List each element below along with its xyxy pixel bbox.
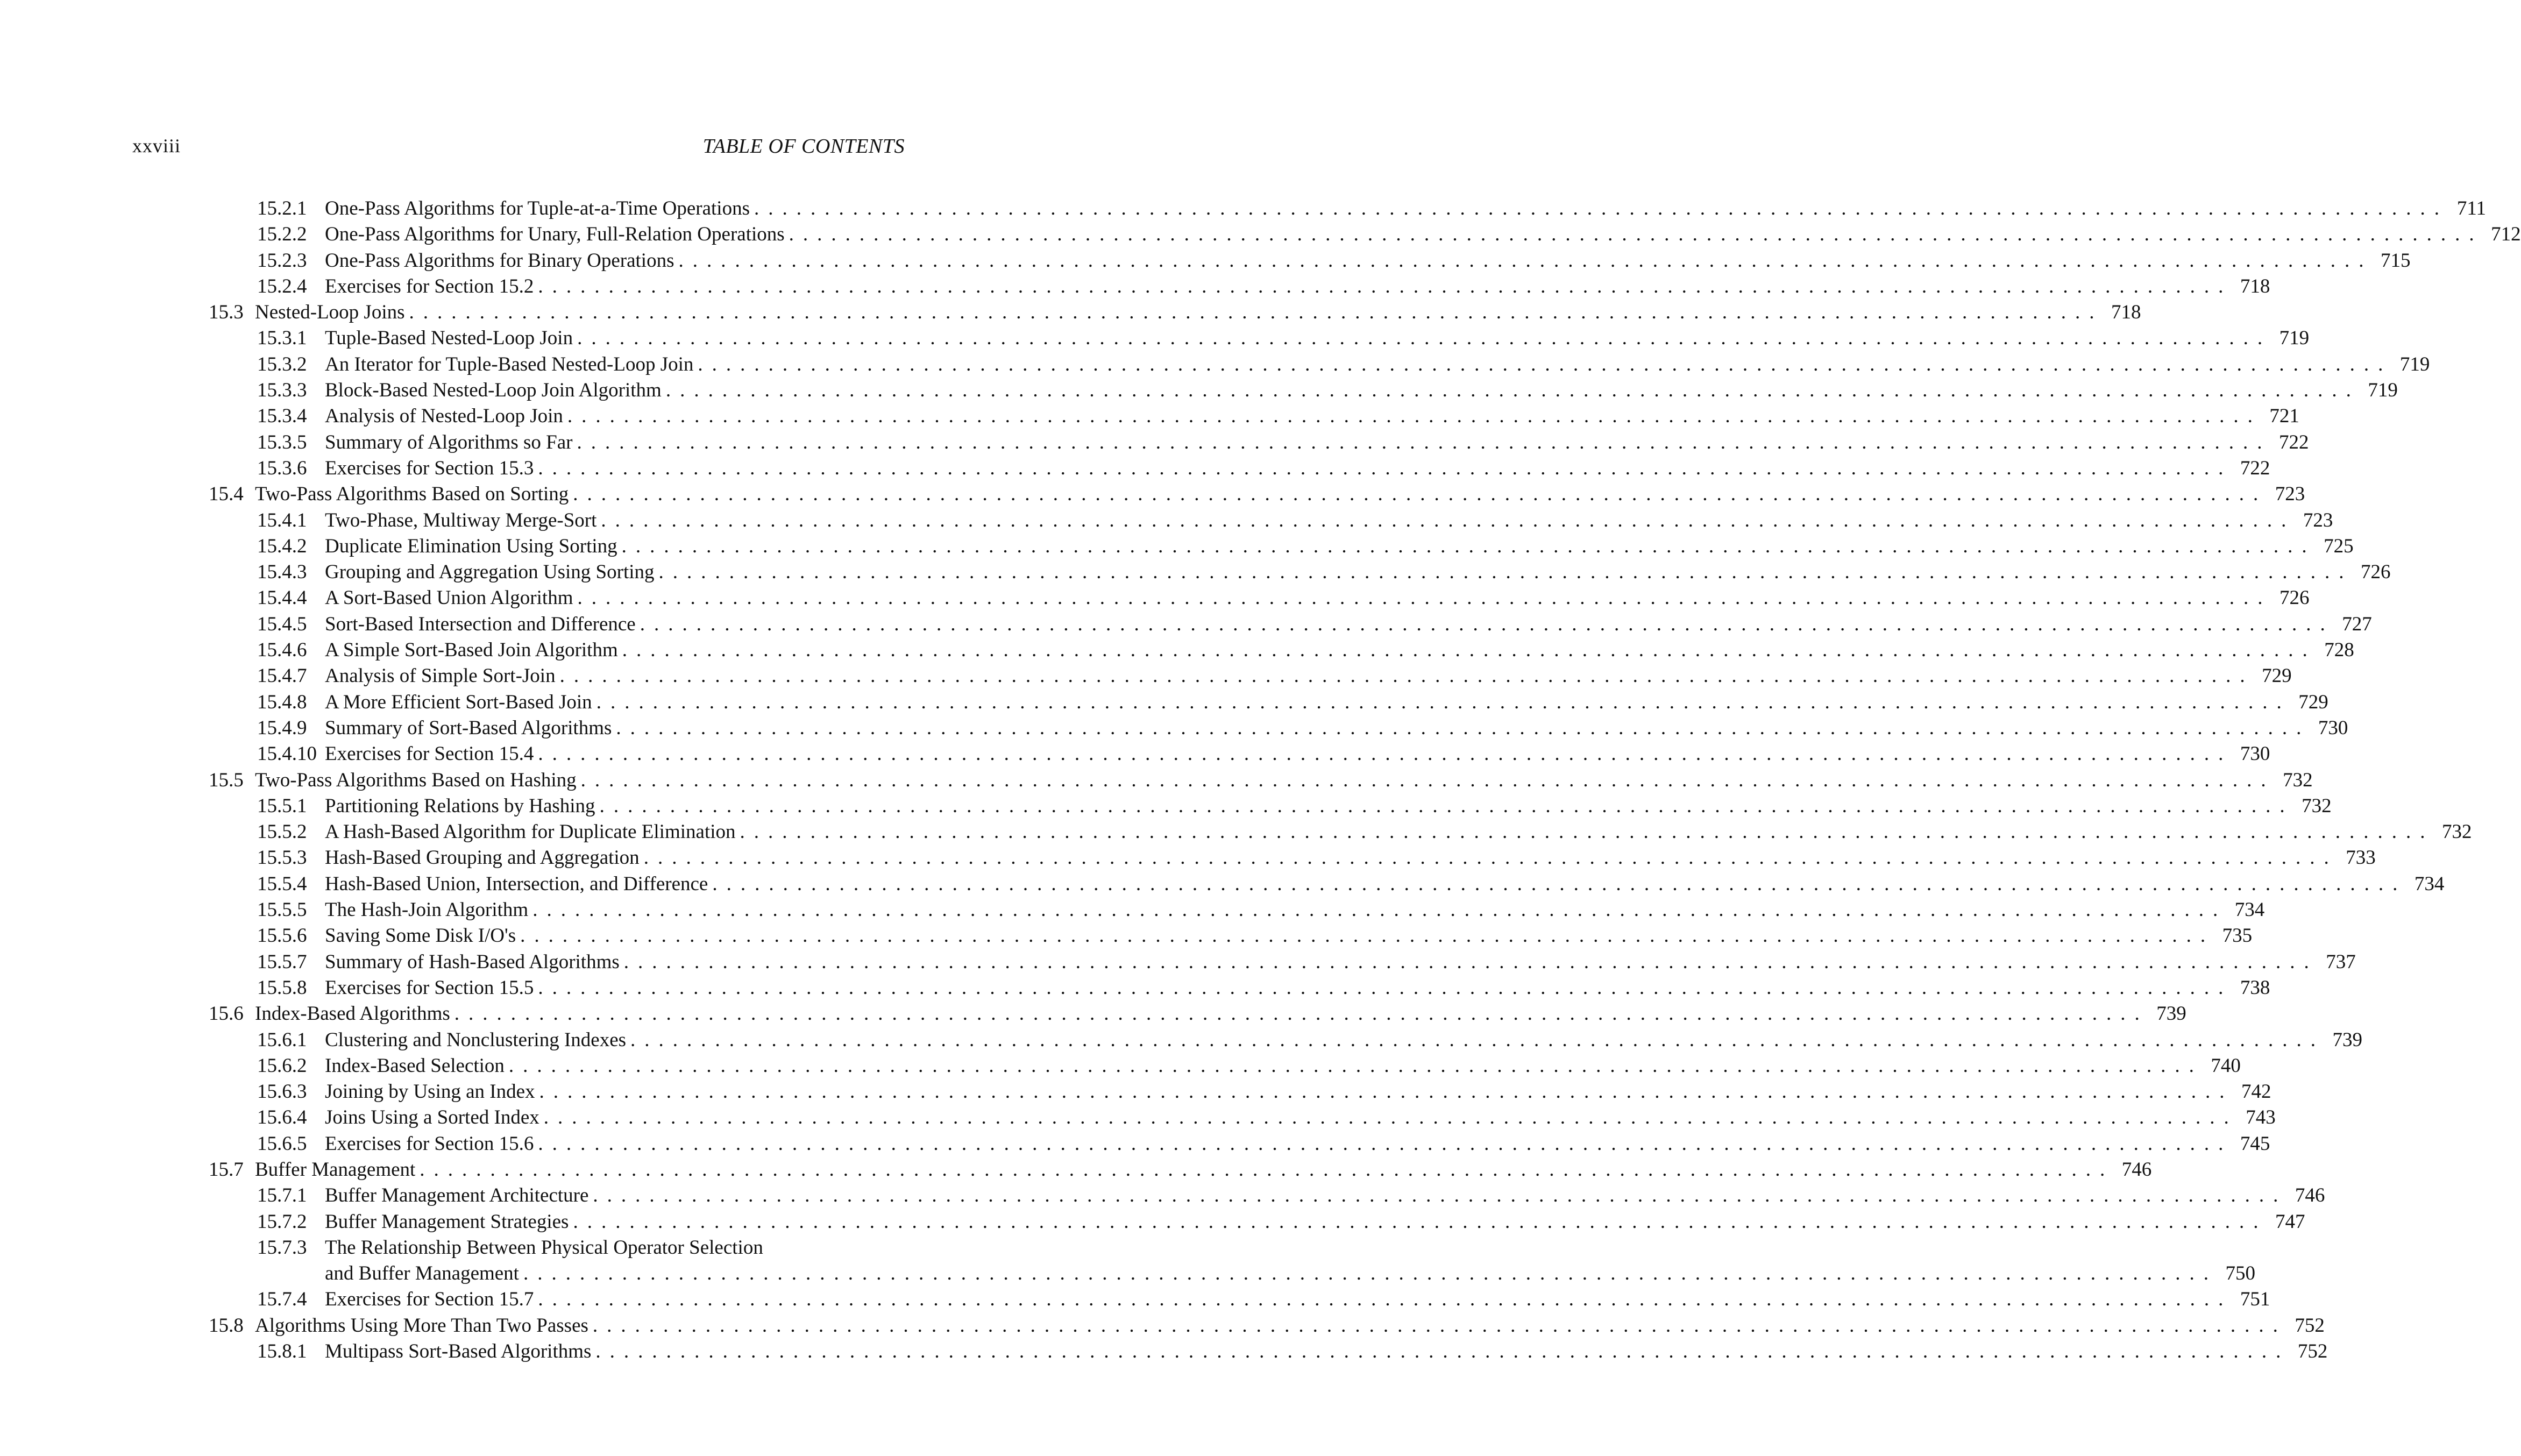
- toc-entry-number: 15.5.3: [257, 847, 307, 869]
- toc-entry-title: An Iterator for Tuple-Based Nested-Loop Join: [325, 352, 698, 378]
- toc-dot-leader: ........................................................................................................................: [573, 1210, 2268, 1233]
- toc-entry-number: 15.4.9: [257, 716, 307, 739]
- toc-subsection-entry: [0, 430, 2309, 456]
- toc-entry-title: A Simple Sort-Based Join Algorithm: [325, 637, 622, 663]
- toc-entry-line: [325, 715, 2348, 741]
- toc-entry-page: 719: [2399, 353, 2430, 375]
- toc-entry-number: 15.4.4: [257, 587, 307, 609]
- toc-entry-title: Saving Some Disk I/O's: [325, 923, 520, 949]
- toc-entry-number: 15.5.6: [257, 925, 307, 947]
- toc-subsection-entry: [0, 585, 2310, 611]
- toc-entry-title: Two-Pass Algorithms Based on Hashing: [255, 768, 581, 793]
- toc-subsection-entry: [0, 612, 2372, 637]
- toc-entry-line: [325, 559, 2391, 585]
- toc-subsection-entry: [0, 456, 2270, 481]
- toc-entry-line: [325, 274, 2270, 300]
- toc-entry-line: [255, 1313, 2325, 1339]
- toc-entry-page: 751: [2240, 1288, 2270, 1311]
- toc-subsection-entry: [0, 1287, 2270, 1312]
- toc-entry-title: Two-Pass Algorithms Based on Sorting: [255, 481, 573, 507]
- toc-entry-number: 15.5.1: [257, 794, 307, 817]
- toc-entry-line: [325, 897, 2265, 923]
- toc-entry-line: [325, 612, 2372, 637]
- toc-entry-title: A Sort-Based Union Algorithm: [325, 585, 577, 611]
- toc-entry-title: Exercises for Section 15.4: [325, 741, 538, 767]
- toc-dot-leader: ........................................................................................................................: [592, 1314, 2287, 1337]
- toc-dot-leader: ........................................................................................................................: [789, 223, 2483, 246]
- toc-entry-page: 740: [2211, 1054, 2241, 1077]
- toc-entry-page: 728: [2324, 639, 2354, 662]
- toc-dot-leader: ........................................................................................................................: [599, 794, 2294, 817]
- toc-entry-title: A More Efficient Sort-Based Join: [325, 690, 596, 715]
- toc-entry-page: 723: [2303, 509, 2333, 531]
- toc-entry-page: 732: [2442, 821, 2472, 843]
- toc-entry-line: [325, 456, 2270, 481]
- toc-entry-title: Clustering and Nonclustering Indexes: [325, 1027, 630, 1053]
- toc-entry-number: 15.7.2: [257, 1210, 307, 1233]
- toc-dot-leader: ........................................................................................................................: [622, 639, 2317, 662]
- running-head: TABLE OF CONTENTS: [702, 135, 905, 158]
- toc-entry-title: The Hash-Join Algorithm: [325, 897, 532, 923]
- toc-entry-title: Block-Based Nested-Loop Join Algorithm: [325, 378, 666, 403]
- toc-subsection-entry: [0, 559, 2391, 585]
- toc-entry-page: 726: [2361, 561, 2391, 584]
- toc-entry-page: 746: [2295, 1184, 2325, 1207]
- toc-subsection-entry: [0, 923, 2253, 949]
- toc-dot-leader: ........................................................................................................................: [538, 1132, 2233, 1155]
- toc-entry-line: [255, 768, 2313, 793]
- toc-entry-number: 15.4.10: [257, 743, 317, 765]
- toc-entry-number: 15.6.3: [257, 1081, 307, 1103]
- toc-dot-leader: ........................................................................................................................: [508, 1054, 2203, 1077]
- toc-entry-page: 730: [2318, 716, 2348, 739]
- toc-entry-page: 725: [2324, 535, 2354, 557]
- toc-entry-title: Joining by Using an Index: [325, 1079, 539, 1105]
- toc-entry-page: 735: [2222, 925, 2253, 947]
- toc-subsection-entry: [0, 274, 2270, 300]
- toc-section-entry: [0, 1313, 2325, 1339]
- toc-dot-leader: ........................................................................................................................: [712, 872, 2407, 895]
- toc-entry-line: [325, 1027, 2363, 1053]
- toc-entry-line: [255, 1001, 2186, 1027]
- toc-subsection-entry: [0, 845, 2376, 871]
- toc-entry-line: [325, 430, 2309, 456]
- toc-entry-page: 734: [2414, 872, 2445, 895]
- toc-entry-number: 15.4.6: [257, 639, 307, 662]
- toc-entry-number: 15.7.4: [257, 1288, 307, 1311]
- toc-dot-leader: ........................................................................................................................: [601, 509, 2296, 531]
- toc-subsection-entry: [0, 1183, 2325, 1209]
- toc-dot-leader: ........................................................................................................................: [577, 431, 2271, 453]
- toc-entry-number: 15.2.3: [257, 249, 307, 272]
- toc-entry-title: Exercises for Section 15.6: [325, 1131, 538, 1157]
- toc-entry-page: 723: [2275, 483, 2305, 506]
- toc-entry-number: 15.5.8: [257, 976, 307, 999]
- toc-dot-leader: ........................................................................................................................: [559, 665, 2254, 687]
- toc-dot-leader: ........................................................................................................................: [698, 353, 2392, 375]
- toc-entry-title: Grouping and Aggregation Using Sorting: [325, 559, 659, 585]
- toc-subsection-entry: [0, 1209, 2305, 1235]
- toc-entry-line: [325, 975, 2270, 1001]
- toc-dot-leader: ........................................................................................................................: [538, 275, 2233, 297]
- toc-dot-leader: ........................................................................................................................: [640, 613, 2334, 635]
- toc-entry-page: 729: [2262, 665, 2292, 687]
- toc-entry-page: 715: [2380, 249, 2411, 272]
- toc-entry-line: [325, 585, 2310, 611]
- toc-entry-line: [325, 923, 2253, 949]
- toc-entry-line: [325, 508, 2333, 534]
- toc-entry-page: 752: [2297, 1340, 2328, 1363]
- toc-subsection-entry: [0, 325, 2310, 351]
- toc-entry-line: [255, 1157, 2152, 1183]
- toc-dot-leader: ........................................................................................................................: [538, 457, 2233, 479]
- toc-entry-line: [325, 325, 2310, 351]
- toc-entry-line: [325, 1235, 905, 1261]
- toc-subsection-entry: [0, 378, 2398, 403]
- toc-entry-page: 712: [2491, 223, 2521, 246]
- toc-entry-line: [325, 1287, 2270, 1312]
- toc-dot-leader: ........................................................................................................................: [593, 1184, 2288, 1207]
- toc-entry-number: 15.5.4: [257, 872, 307, 895]
- toc-entry-page: 739: [2332, 1028, 2363, 1051]
- toc-entry-page: 733: [2346, 847, 2376, 869]
- toc-entry-number: 15.4.5: [257, 613, 307, 635]
- toc-entry-number: 15.6.5: [257, 1132, 307, 1155]
- toc-entry-number: 15.6: [209, 1003, 244, 1025]
- toc-entry-title: Index-Based Selection: [325, 1053, 509, 1079]
- toc-subsection-entry: [0, 741, 2270, 767]
- toc-entry-page: 718: [2240, 275, 2270, 297]
- toc-entry-title: Algorithms Using More Than Two Passes: [255, 1313, 593, 1339]
- toc-entry-page: 722: [2278, 431, 2309, 453]
- toc-subsection-entry: [0, 819, 2472, 845]
- toc-entry-title: Buffer Management: [255, 1157, 420, 1183]
- toc-entry-title: Exercises for Section 15.2: [325, 274, 538, 300]
- toc-entry-line: [325, 949, 2356, 975]
- toc-subsection-entry: [0, 1339, 2328, 1365]
- toc-entry-number: 15.4.8: [257, 691, 307, 713]
- toc-subsection-entry: [0, 897, 2265, 923]
- toc-dot-leader: ........................................................................................................................: [577, 327, 2272, 350]
- toc-entry-page: 719: [2368, 379, 2398, 402]
- toc-dot-leader: ........................................................................................................................: [754, 197, 2448, 219]
- toc-entry-line: [325, 819, 2472, 845]
- toc-entry-title: Joins Using a Sorted Index: [325, 1105, 544, 1131]
- toc-entry-line: [325, 352, 2430, 378]
- toc-dot-leader: ........................................................................................................................: [520, 925, 2215, 947]
- page-number: xxviii: [132, 135, 181, 157]
- toc-entry-page: 742: [2241, 1081, 2271, 1103]
- toc-entry-title: Analysis of Simple Sort-Join: [325, 663, 560, 689]
- toc-entry-title: Summary of Hash-Based Algorithms: [325, 949, 624, 975]
- toc-entry-number: 15.3.4: [257, 405, 307, 428]
- toc-entry-page: 738: [2240, 976, 2270, 999]
- toc-entry-number: 15.3.3: [257, 379, 307, 402]
- toc-entry-line: [325, 403, 2299, 429]
- toc-entry-title: One-Pass Algorithms for Unary, Full-Relation Operations: [325, 222, 789, 247]
- toc-entry-number: 15.3.5: [257, 431, 307, 453]
- toc-entry-number: 15.8: [209, 1314, 244, 1337]
- toc-dot-leader: ........................................................................................................................: [658, 561, 2353, 584]
- toc-dot-leader: ........................................................................................................................: [595, 1340, 2290, 1363]
- toc-section-entry: [0, 1001, 2186, 1027]
- toc-dot-leader: ........................................................................................................................: [643, 847, 2338, 869]
- toc-dot-leader: ........................................................................................................................: [538, 1288, 2233, 1311]
- toc-dot-leader: ........................................................................................................................: [573, 483, 2268, 506]
- toc-entry-title: Buffer Management Strategies: [325, 1209, 573, 1235]
- toc-entry-title: Tuple-Based Nested-Loop Join: [325, 325, 577, 351]
- toc-dot-leader: ........................................................................................................................: [538, 976, 2233, 999]
- toc-entry-line: [325, 1131, 2270, 1157]
- toc-entry-number: 15.4.2: [257, 535, 307, 557]
- toc-dot-leader: ........................................................................................................................: [596, 691, 2291, 713]
- toc-subsection-entry: [0, 508, 2333, 534]
- toc-subsection-entry: [0, 1131, 2270, 1157]
- toc-entry-page: 739: [2156, 1003, 2186, 1025]
- toc-entry-page: 732: [2283, 769, 2313, 791]
- toc-dot-leader: ........................................................................................................................: [621, 535, 2316, 557]
- toc-entry-page: 746: [2121, 1158, 2152, 1181]
- toc-entry-page: 750: [2225, 1262, 2255, 1285]
- toc-entry-page: 711: [2456, 197, 2486, 219]
- toc-entry-title: Nested-Loop Joins: [255, 300, 409, 325]
- toc-entry-number: 15.4: [209, 483, 244, 506]
- toc-entry-title: and Buffer Management: [325, 1261, 523, 1287]
- toc-entry-line: [325, 222, 2521, 247]
- toc-dot-leader: ........................................................................................................................: [616, 716, 2311, 739]
- toc-entry-title: Exercises for Section 15.3: [325, 456, 538, 481]
- toc-entry-line: [325, 1183, 2325, 1209]
- toc-entry-line: [325, 248, 2411, 274]
- toc-entry-number: 15.6.2: [257, 1054, 307, 1077]
- toc-entry-number: 15.7.3: [257, 1236, 307, 1259]
- toc-subsection-entry: [0, 1261, 2255, 1287]
- toc-entry-number: 15.7: [209, 1158, 244, 1181]
- toc-entry-line: [255, 481, 2305, 507]
- toc-entry-number: 15.6.1: [257, 1028, 307, 1051]
- toc-entry-title: Summary of Algorithms so Far: [325, 430, 577, 456]
- toc-entry-number: 15.4.1: [257, 509, 307, 531]
- toc-entry-line: [325, 637, 2354, 663]
- toc-subsection-entry: [0, 663, 2292, 689]
- toc-entry-title: A Hash-Based Algorithm for Duplicate Elimination: [325, 819, 740, 845]
- toc-subsection-entry: [0, 248, 2411, 274]
- toc-entry-number: 15.3.1: [257, 327, 307, 350]
- toc-entry-title: Summary of Sort-Based Algorithms: [325, 715, 616, 741]
- toc-entry-line: [325, 663, 2292, 689]
- toc-entry-page: 722: [2240, 457, 2270, 479]
- toc-dot-leader: ........................................................................................................................: [623, 950, 2318, 973]
- toc-dot-leader: ........................................................................................................................: [740, 821, 2434, 843]
- toc-entry-number: 15.3.6: [257, 457, 307, 479]
- toc-entry-title: Index-Based Algorithms: [255, 1001, 455, 1027]
- toc-dot-leader: ........................................................................................................................: [678, 249, 2373, 272]
- toc-entry-page: 727: [2342, 613, 2372, 635]
- toc-section-entry: [0, 481, 2305, 507]
- toc-subsection-entry: [0, 1053, 2241, 1079]
- toc-subsection-entry: [0, 715, 2348, 741]
- toc-entry-page: 719: [2279, 327, 2310, 350]
- toc-dot-leader: ........................................................................................................................: [539, 1081, 2234, 1103]
- toc-subsection-entry: [0, 1027, 2363, 1053]
- toc-subsection-entry: [0, 222, 2521, 247]
- toc-entry-line: [325, 1261, 2255, 1287]
- toc-entry-title: Analysis of Nested-Loop Join: [325, 403, 567, 429]
- toc-entry-number: 15.2.1: [257, 197, 307, 219]
- toc-subsection-entry: [0, 1105, 2276, 1131]
- toc-entry-number: 15.3: [209, 301, 244, 324]
- toc-entry-number: 15.8.1: [257, 1340, 307, 1363]
- toc-entry-page: 732: [2302, 794, 2332, 817]
- toc-entry-line: [325, 1209, 2305, 1235]
- toc-section-entry: [0, 1157, 2152, 1183]
- toc-entry-page: 726: [2279, 587, 2310, 609]
- toc-entry-page: 745: [2240, 1132, 2270, 1155]
- toc-entry-line: [325, 793, 2332, 819]
- toc-entry-number: 15.4.3: [257, 561, 307, 584]
- toc-entry-number: 15.7.1: [257, 1184, 307, 1207]
- toc-dot-leader: ........................................................................................................................: [409, 301, 2104, 324]
- toc-dot-leader: ........................................................................................................................: [543, 1106, 2238, 1129]
- toc-entry-number: 15.5.7: [257, 950, 307, 973]
- page-header: [0, 134, 1102, 167]
- toc-entry-line: [325, 845, 2376, 871]
- toc-entry-line: [325, 1105, 2276, 1131]
- toc-subsection-entry: [0, 1079, 2271, 1105]
- toc-dot-leader: ........................................................................................................................: [454, 1003, 2149, 1025]
- toc-entry-title: Multipass Sort-Based Algorithms: [325, 1339, 595, 1365]
- toc-entry-number: 15.5.5: [257, 899, 307, 921]
- toc-subsection-entry: [0, 534, 2354, 559]
- toc-entry-line: [325, 1339, 2328, 1365]
- toc-entry-title: Hash-Based Union, Intersection, and Difference: [325, 871, 712, 897]
- toc-entry-line: [325, 378, 2398, 403]
- toc-entry-number: 15.4.7: [257, 665, 307, 687]
- toc-subsection-entry: [0, 690, 2328, 715]
- toc-entry-number: 15.6.4: [257, 1106, 307, 1129]
- toc-entry-page: 734: [2234, 899, 2265, 921]
- toc-entry-title: Duplicate Elimination Using Sorting: [325, 534, 622, 559]
- toc-entry-line: [325, 196, 2486, 222]
- toc-dot-leader: ........................................................................................................................: [538, 743, 2233, 765]
- toc-entry-title: Exercises for Section 15.7: [325, 1287, 538, 1312]
- toc-dot-leader: ........................................................................................................................: [577, 587, 2272, 609]
- toc-entry-page: 737: [2326, 950, 2356, 973]
- toc-subsection-entry: [0, 403, 2299, 429]
- toc-subsection-entry: [0, 793, 2332, 819]
- toc-entry-title: Buffer Management Architecture: [325, 1183, 593, 1209]
- toc-subsection-entry: [0, 1235, 1102, 1261]
- toc-entry-page: 718: [2111, 301, 2141, 324]
- toc-entry-line: [255, 300, 2141, 325]
- toc-subsection-entry: [0, 352, 2430, 378]
- toc-entry-line: [325, 690, 2328, 715]
- toc-dot-leader: ........................................................................................................................: [420, 1158, 2114, 1181]
- toc-entry-number: 15.3.2: [257, 353, 307, 375]
- toc-dot-leader: ........................................................................................................................: [630, 1028, 2325, 1051]
- toc-entry-page: 743: [2246, 1106, 2276, 1129]
- toc-dot-leader: ........................................................................................................................: [532, 899, 2227, 921]
- toc-entry-page: 747: [2275, 1210, 2305, 1233]
- toc-entry-page: 752: [2295, 1314, 2325, 1337]
- toc-entry-number: 15.2.2: [257, 223, 307, 246]
- toc-entry-line: [325, 741, 2270, 767]
- toc-entry-number: 15.5.2: [257, 821, 307, 843]
- toc-entry-title: One-Pass Algorithms for Binary Operations: [325, 248, 678, 274]
- toc-entry-title: Two-Phase, Multiway Merge-Sort: [325, 508, 601, 534]
- toc-subsection-entry: [0, 975, 2270, 1001]
- toc-entry-title: The Relationship Between Physical Operator Selection: [325, 1235, 768, 1261]
- toc-dot-leader: ........................................................................................................................: [567, 405, 2262, 428]
- toc-subsection-entry: [0, 637, 2354, 663]
- toc-entry-line: [325, 1079, 2271, 1105]
- toc-entry-line: [325, 1053, 2241, 1079]
- toc-section-entry: [0, 300, 2141, 325]
- toc-section-entry: [0, 768, 2313, 793]
- toc-subsection-entry: [0, 196, 2486, 222]
- toc-entry-page: 721: [2269, 405, 2299, 428]
- table-of-contents: [0, 196, 2521, 1365]
- toc-entry-line: [325, 534, 2354, 559]
- toc-subsection-entry: [0, 949, 2356, 975]
- toc-entry-page: 730: [2240, 743, 2270, 765]
- toc-entry-line: [325, 871, 2445, 897]
- toc-entry-page: 729: [2298, 691, 2328, 713]
- toc-dot-leader: ........................................................................................................................: [580, 769, 2275, 791]
- toc-entry-title: Exercises for Section 15.5: [325, 975, 538, 1001]
- toc-subsection-entry: [0, 871, 2445, 897]
- toc-entry-title: Sort-Based Intersection and Difference: [325, 612, 640, 637]
- toc-entry-number: 15.5: [209, 769, 244, 791]
- toc-dot-leader: ........................................................................................................................: [665, 379, 2360, 402]
- toc-entry-number: 15.2.4: [257, 275, 307, 297]
- toc-entry-title: Partitioning Relations by Hashing: [325, 793, 600, 819]
- toc-entry-title: Hash-Based Grouping and Aggregation: [325, 845, 644, 871]
- toc-dot-leader: ........................................................................................................................: [523, 1262, 2218, 1285]
- toc-entry-title: One-Pass Algorithms for Tuple-at-a-Time Operations: [325, 196, 754, 222]
